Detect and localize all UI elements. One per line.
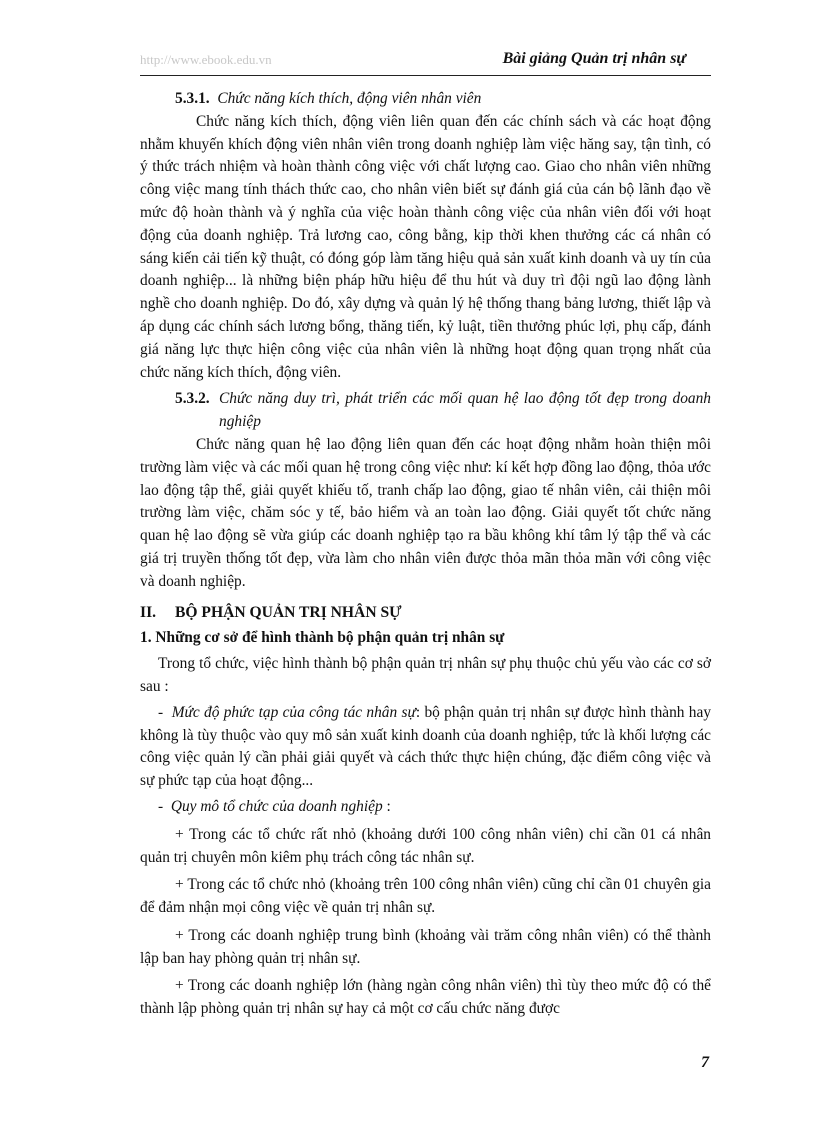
subsection-number: 5.3.1. — [175, 90, 210, 107]
header-url: http://www.ebook.edu.vn — [140, 52, 272, 67]
bullet-scale: - Quy mô tổ chức của doanh nghiệp : — [158, 797, 391, 815]
intro-paragraph: Trong tổ chức, việc hình thành bộ phận quản trị nhân sự phụ thuộc chủ yếu vào các cơ sở sau : — [140, 655, 711, 695]
header-rule — [140, 75, 711, 76]
bullet-rest: : bộ phận quản trị nhân sự được hình thành hay không là tùy thuộc vào quy mô sản xuất kinh doanh của doanh nghiệp, tức là khối lượng các công việc quản lý cần phải giải quyết và cách thức thực hiện chúng, đặc điểm công việc và sự phức tạp của hoạt động... — [140, 703, 712, 790]
subsection-title: Chức năng kích thích, động viên nhân viên — [217, 90, 482, 107]
section-roman: II. — [140, 603, 157, 621]
section-heading — [140, 602, 711, 625]
bullet-complexity: - Mức độ phức tạp của công tác nhân sự: bộ phận quản trị nhân sự được hình thành hay không là tùy thuộc vào quy mô sản xuất kinh doanh của doanh nghiệp, tức là khối lượng các công việc quản lý cần phải giải quyết và cách thức thực hiện chúng, đặc điểm công việc và sự phức tạp của hoạt động... — [140, 703, 712, 790]
paragraph-531: Chức năng kích thích, động viên liên quan đến các chính sách và các hoạt động nhằm khuyến khích động viên nhân viên trong doanh nghiệp làm việc hăng say, tận tình, có ý thức trách nhiệm và hoàn thành công việc với chất lượng cao. Giao cho nhân viên những công việc mang tính thách thức cao, cho nhân viên biết sự đánh giá của cán bộ lãnh đạo về mức độ hoàn thành và ý nghĩa của việc hoàn thành công việc của nhân viên đối với hoạt động của doanh nghiệp. Trả lương cao, công bằng, kịp thời khen thưởng các cá nhân có sáng kiến cải tiến kỹ thuật, có đóng góp làm tăng hiệu quả sản xuất kinh doanh và uy tín của doanh nghiệp... là những biện pháp hữu hiệu để thu hút và duy trì đội ngũ lao động lành nghề cho doanh nghiệp. Do đó, xây dựng và quản lý hệ thống thang bảng lương, thiết lập và áp dụng các chính sách lương bổng, thăng tiến, kỷ luật, tiền thưởng phúc lợi, phụ cấp, đánh giá năng lực thực hiện công việc của nhân viên là những hoạt động quan trọng nhất của chức năng kích thích, động viên. — [140, 112, 711, 381]
subsection-heading-531 — [140, 88, 711, 111]
plus-item: + Trong các doanh nghiệp trung bình (khoảng vài trăm công nhân viên) có thể thành lập ban hay phòng quản trị nhân sự. — [140, 926, 711, 967]
plus-item: + Trong các doanh nghiệp lớn (hàng ngàn công nhân viên) thì tùy theo mức độ có thể thành lập phòng quản trị nhân sự hay cả một cơ cấu chức năng được — [140, 977, 711, 1018]
section-title: BỘ PHẬN QUẢN TRỊ NHÂN SỰ — [175, 603, 402, 621]
page-number: 7 — [701, 1054, 709, 1071]
bullet-lead: Quy mô tổ chức của doanh nghiệp — [170, 797, 383, 815]
plus-item: + Trong các tổ chức rất nhỏ (khoảng dưới 100 công nhân viên) chỉ cần 01 cá nhân quản trị chuyên môn kiêm phụ trách công tác nhân sự. — [140, 825, 711, 866]
subsection-heading-532 — [140, 388, 711, 434]
header-title: Bài giảng Quản trị nhân sự — [502, 50, 686, 67]
plus-item: + Trong các tổ chức nhỏ (khoảng trên 100 công nhân viên) cũng chỉ cần 01 chuyên gia để đảm nhận mọi công việc về quản trị nhân sự. — [140, 876, 711, 917]
bullet-rest: : — [382, 797, 391, 815]
subsection-title: Chức năng duy trì, phát triển các mối quan hệ lao động tốt đẹp trong doanh nghiệp — [219, 390, 711, 431]
paragraph-532: Chức năng quan hệ lao động liên quan đến các hoạt động nhằm hoàn thiện môi trường làm việc và các mối quan hệ trong công việc như: kí kết hợp đồng lao động, thỏa ước lao động tập thể, giải quyết khiếu tố, tranh chấp lao động, giao tế nhân viên, cải thiện môi trường làm việc, chăm sóc y tế, bảo hiểm và an toàn lao động. Giải quyết tốt chức năng quan hệ lao động sẽ vừa giúp các doanh nghiệp tạo ra bầu không khí tâm lý tập thể và các giá trị truyền thống tốt đẹp, vừa làm cho nhân viên được thỏa mãn thỏa mãn với công việc và doanh nghiệp. — [140, 435, 711, 590]
subsection-number: 5.3.2. — [175, 390, 210, 408]
sub-heading: 1. Những cơ sở để hình thành bộ phận quản trị nhân sự — [140, 629, 505, 647]
bullet-lead: Mức độ phức tạp của công tác nhân sự — [171, 703, 416, 721]
page-content — [140, 86, 711, 1021]
